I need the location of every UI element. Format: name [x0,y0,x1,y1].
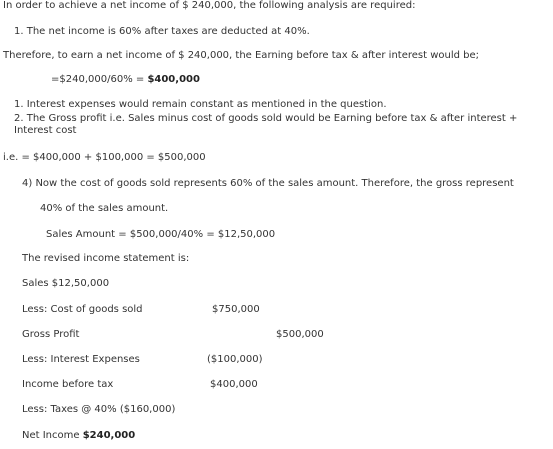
therefore-text: Therefore, to earn a net income of $ 240,000, the Earning before tax & after interest would be; [3,50,480,61]
ie-line: i.e. = $400,000 + $100,000 = $500,000 [3,152,206,163]
statement-cogs-label: Less: Cost of goods sold [22,304,143,315]
statement-income-before-tax-label: Income before tax [22,379,114,390]
ebt-formula [51,74,200,86]
ebt-result: $400,000 [147,74,200,85]
point-cogs-cont: 40% of the sales amount. [40,203,169,214]
statement-interest-label: Less: Interest Expenses [22,354,140,365]
list-item-gross-profit: 2. The Gross profit i.e. Sales minus cost of goods sold would be Earning before tax & after interest + Interest cost [14,113,518,136]
net-income-value: $240,000 [82,430,136,441]
statement-net-income [22,430,135,442]
ebt-formula-text: =$240,000/60% = [51,74,148,85]
sales-formula: Sales Amount = $500,000/40% = $12,50,000 [46,229,276,240]
point-net-income: 1. The net income is 60% after taxes are deducted at 40%. [14,26,310,37]
net-income-label: Net Income [22,430,83,441]
revised-heading: The revised income statement is: [22,253,190,264]
point-cogs: 4) Now the cost of goods sold represents 60% of the sales amount. Therefore, the gross represent [22,178,514,189]
statement-cogs-value: $750,000 [212,304,260,315]
statement-sales: Sales $12,50,000 [22,278,110,289]
list-item-interest: 1. Interest expenses would remain constant as mentioned in the question. [14,99,387,110]
statement-income-before-tax-value: $400,000 [210,379,258,390]
statement-taxes: Less: Taxes @ 40% ($160,000) [22,404,176,415]
statement-gross-profit-label: Gross Profit [22,329,80,340]
statement-gross-profit-value: $500,000 [276,329,324,340]
statement-interest-value: ($100,000) [207,354,263,365]
intro-text: In order to achieve a net income of $ 240,000, the following analysis are required: [3,0,416,11]
